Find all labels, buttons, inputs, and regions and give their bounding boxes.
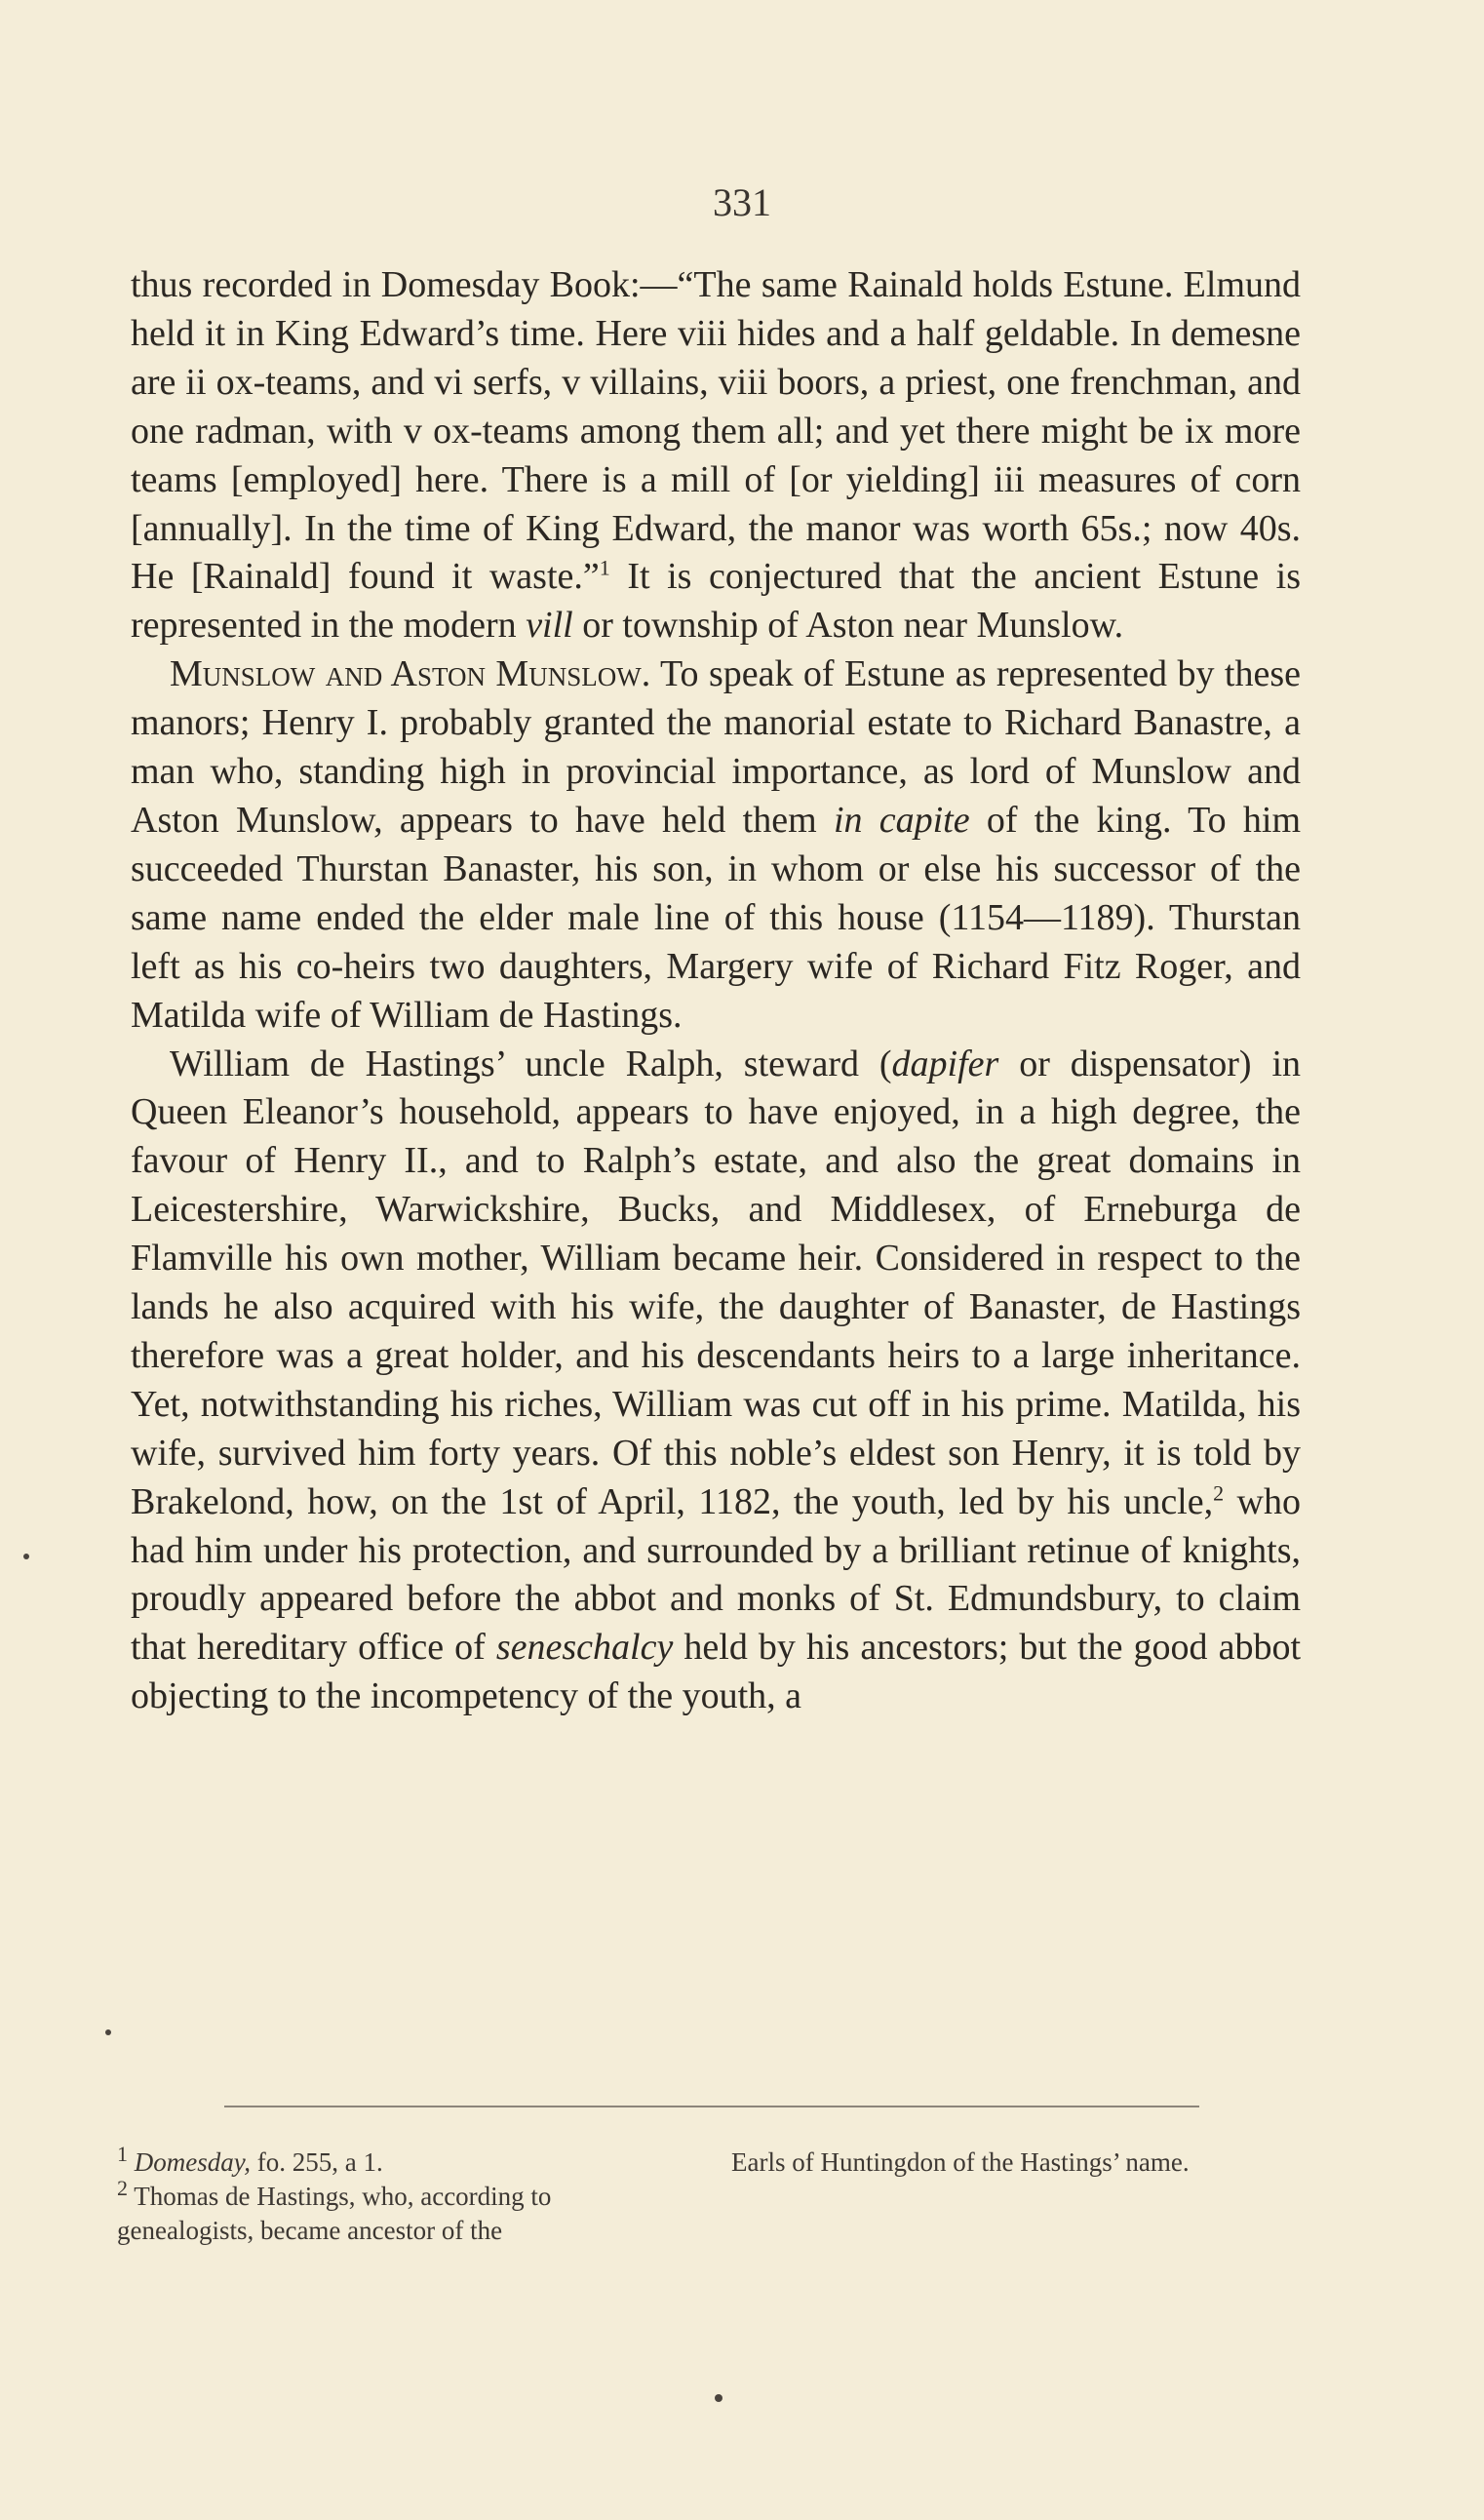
paragraph-hastings: William de Hastings’ uncle Ralph, steward (dapifer or dispensator) in Queen Eleanor’s household, appears to have enjoyed, in a high degree, the favour of Henry II., and to Ralph’s estate, and also the great domains in Leicestershire, Warwickshire, Bucks, and Middlesex, of Erneburga de Flamville his own mother, William became heir. Considered in respect to the lands he also acquired with his wife, the daughter of Banaster, de Hastings therefore was a great holder, and his descendants heirs to a large inheritance. Yet, notwithstanding his riches, William was cut off in his prime. Matilda, his wife, survived him forty years. Of this noble’s eldest son Henry, it is told by Brakelond, how, on the 1st of April, 1182, the youth, led by his uncle,$^2$ who had him under his protection, and surrounded by a brilliant retinue of knights, proudly appeared before the abbot and monks of St. Edmundsbury, to claim that hereditary office of seneschalcy held by his ancestors; but the good abbot objecting to the incompetency of the youth, a [131,1043,1301,1717]
vill-term: vill [526,605,573,647]
page-number: 331 [713,180,771,224]
in-capite-term: in capite [833,799,970,841]
footnotes-left-column [117,2142,683,2248]
footnote-1: $^1$ Domesday, fo. 255, a 1. [117,2142,383,2177]
footnotes-right-column [731,2146,1326,2248]
ink-speck [105,2029,111,2035]
footnote-2: $^2$ Thomas de Hastings, who, according to genealogists, became ancestor of the [117,2176,552,2245]
ink-speck [23,1554,29,1559]
main-text [131,261,1301,1721]
paragraph-domesday: thus recorded in Domesday Book:—“The same Rainald holds Estune. Elmund held it in King Edward’s time. Here viii hides and a half geldable. In demesne are ii ox-teams, and vi serfs, v villains, viii boors, a priest, one frenchman, and one radman, with v ox-teams among them all; and yet there might be ix more teams [employed] here. There is a mill of [or yielding] iii measures of corn [annually]. In the time of King Edward, the manor was worth 65s.; now 40s. He [Rainald] found it waste.”$^1$ It is conjectured that the ancient Estune is represented in the modern vill or township of Aston near Munslow. [131,264,1301,647]
footnotes [117,2142,1326,2248]
footnote-1-title: Domesday, [134,2147,251,2177]
dapifer-term: dapifer [891,1043,999,1084]
footnote-2-continuation: Earls of Huntingdon of the Hastings’ name. [731,2147,1190,2177]
munslow-heading: Munslow and Aston Munslow. [170,653,651,695]
footnote-divider [224,2106,1199,2107]
footnote-mark-2: 2 [117,2176,128,2200]
seneschalcy-term: seneschalcy [495,1627,674,1669]
footnote-mark-1: 1 [117,2142,128,2166]
ink-speck [715,2394,722,2402]
footnote-ref-2[interactable]: 2 [1213,1480,1225,1505]
footnote-ref-1[interactable]: 1 [599,555,610,580]
paragraph-munslow: Munslow and Aston Munslow. To speak of Estune as represented by these manors; Henry I. probably granted the manorial estate to Richard Banastre, a man who, standing high in provincial importance, as lord of Munslow and Aston Munslow, appears to have held them in capite of the king. To him succeeded Thurstan Banaster, his son, in whom or else his successor of the same name ended the elder male line of this house (1154—1189). Thurstan left as his co-heirs two daughters, Margery wife of Richard Fitz Roger, and Matilda wife of William de Hastings. [131,653,1302,1036]
